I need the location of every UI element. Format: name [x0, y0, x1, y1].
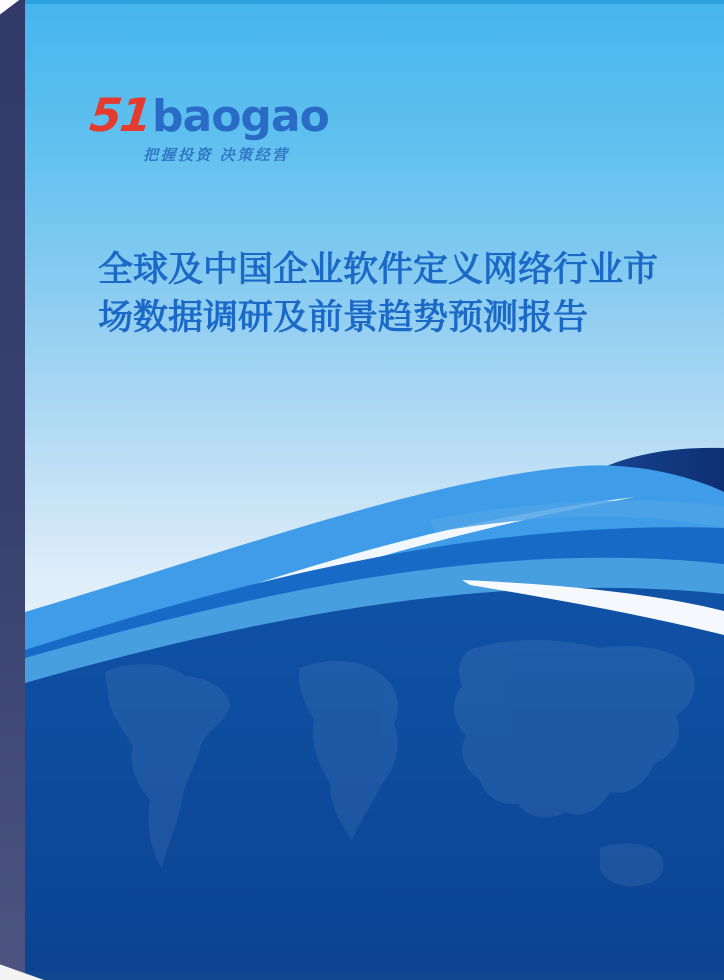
logo: [87, 88, 410, 165]
logo-wordmark: [87, 88, 410, 142]
logo-tagline: 把握投资 决策经营: [143, 147, 290, 164]
report-title: [98, 246, 683, 342]
book-spine: [0, 0, 25, 980]
bottom-edge-strip: [25, 971, 724, 980]
report-title-line2: 场数据调研及前景趋势预测报告: [98, 298, 589, 337]
report-title-line1: 全球及中国企业软件定义网络行业市: [98, 250, 659, 289]
logo-number: 51: [87, 88, 153, 142]
logo-word: baogao: [152, 91, 329, 142]
